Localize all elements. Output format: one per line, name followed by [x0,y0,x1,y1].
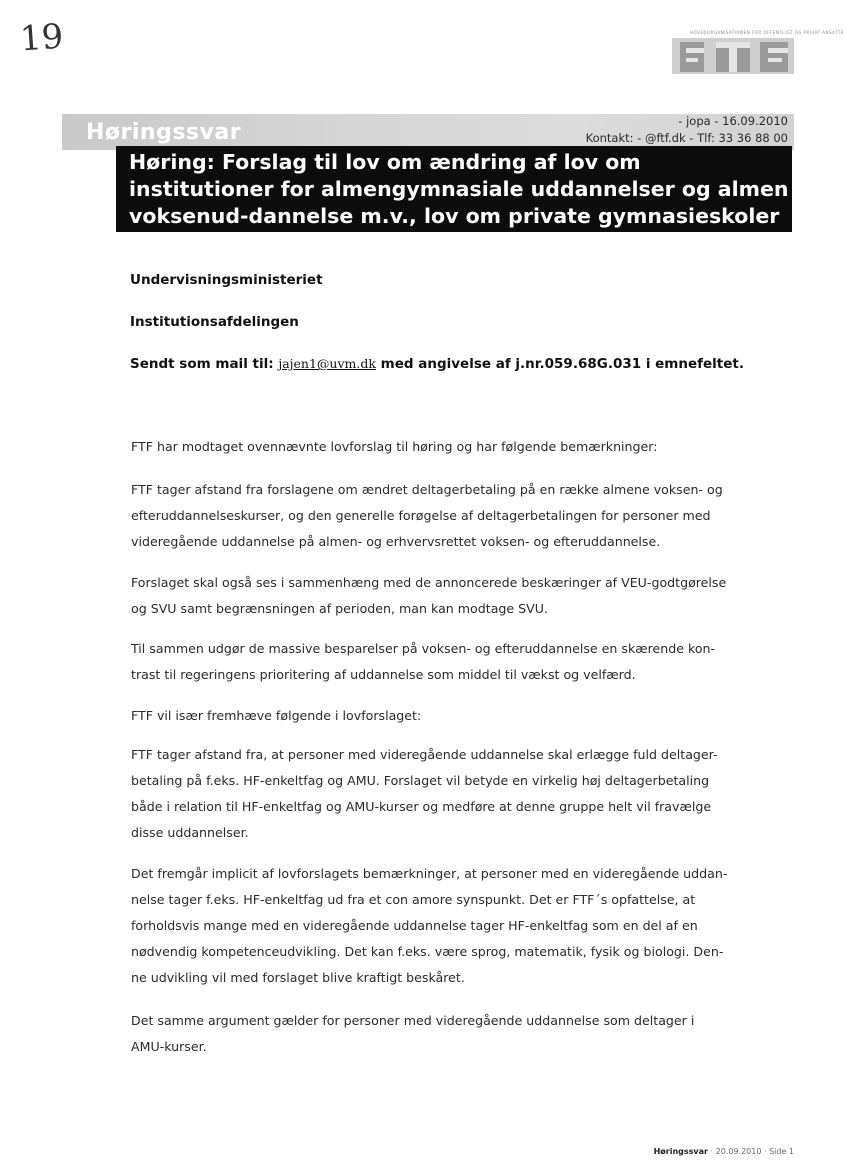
footer-date-page: · 20.09.2010 · Side 1 [710,1147,794,1156]
department: Institutionsafdelingen [130,314,299,330]
mail-suffix: med angivelse af j.nr.059.68G.031 i emnefeltet. [380,356,744,372]
header-label: Høringssvar [86,120,242,145]
mail-address-link[interactable]: jajen1@uvm.dk [278,356,376,371]
logo-caption: HOVEDORGANISATIONEN FOR OFFENTLIGT OG PRIVAT ANSATTE [690,30,844,35]
paragraph-5: FTF tager afstand fra, at personer med videregående uddannelse skal erlægge fuld deltager-betaling på f.eks. HF-enkeltfag og AMU. Forslaget vil betyde en virkelig høj deltagerbetaling både i relation til HF-enkeltfag og AMU-kurser og medføre at denne gruppe helt vil fravælge disse uddannelser. [131,747,718,840]
page-footer [654,1147,794,1156]
paragraph-intro: FTF har modtaget ovennævnte lovforslag til høring og har følgende bemærkninger: [131,439,658,454]
paragraph-2: Forslaget skal også ses i sammenhæng med de annoncerede beskæringer af VEU-godtgørelse og SVU samt begrænsningen af perioden, man kan modtage SVU. [131,575,727,616]
paragraph-6: Det fremgår implicit af lovforslagets bemærkninger, at personer med en videregående uddan-nelse tager f.eks. HF-enkeltfag ud fra et con amore synspunkt. Det er FTF´s opfattelse, at forholdsvis mange med en videregående uddannelse tager HF-enkeltfag som en del af en nødvendig kompetenceudvikling. Det kan f.eks. være sprog, matematik, fysik og biologi. Den-ne udvikling vil med forslaget blive kraftigt beskåret. [131,866,728,985]
headline: Høring: Forslag til lov om ændring af lov om institutioner for almengymnasiale uddannelser og almen voksenud-dannelse m.v., lov om private gymnasieskoler m.v. [129,150,789,255]
paragraph-7: Det samme argument gælder for personer med videregående uddannelse som deltager i AMU-kurser. [131,1013,695,1054]
recipient: Undervisningsministeriet [130,272,323,288]
header-meta [586,113,788,147]
paragraph-3: Til sammen udgør de massive besparelser på voksen- og efteruddannelse en skærende kon-trast til regeringens prioritering af uddannelse som middel til vækst og velfærd. [131,641,716,682]
mail-line [130,356,744,372]
header-contact-line: Kontakt: - @ftf.dk - Tlf: 33 36 88 00 [585,131,788,145]
handwritten-page-number: 19 [18,16,65,60]
header-date-line: - jopa - 16.09.2010 [678,114,788,128]
footer-label: Høringssvar [653,1147,708,1156]
ftf-logo [672,28,844,76]
paragraph-4: FTF vil især fremhæve følgende i lovforslaget: [131,708,422,723]
paragraph-1: FTF tager afstand fra forslagene om ændret deltagerbetaling på en række almene voksen- og efteruddannelseskurser, og den generelle forøgelse af deltagerbetalingen for personer med videregående uddannelse på almen- og erhvervsrettet voksen- og efteruddannelse. [131,482,723,549]
mail-prefix: Sendt som mail til: [130,356,274,372]
